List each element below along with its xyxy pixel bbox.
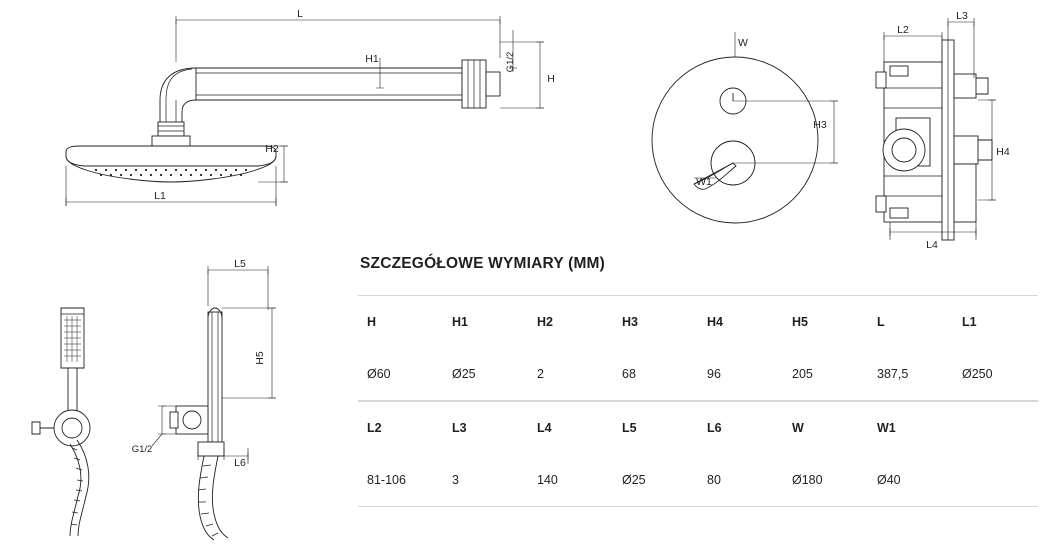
- label-H4: H4: [996, 146, 1010, 158]
- col-header: W1: [868, 402, 953, 455]
- label-H2: H2: [265, 143, 279, 155]
- col-header: L1: [953, 296, 1038, 349]
- cell-value: 96: [698, 348, 783, 401]
- label-L2: L2: [897, 24, 909, 36]
- cell-value: 68: [613, 348, 698, 401]
- label-G12-arm: G1/2: [505, 51, 516, 73]
- label-L6: L6: [234, 457, 246, 469]
- cell-value: 205: [783, 348, 868, 401]
- mixer-front-drawing: [652, 32, 838, 223]
- cell-value: Ø60: [358, 348, 443, 401]
- label-W1: W1: [696, 176, 712, 188]
- cell-value-empty: [953, 454, 1038, 507]
- cell-value: 81-106: [358, 454, 443, 507]
- label-L4: L4: [926, 239, 938, 251]
- hand-shower-drawing: [32, 308, 90, 536]
- col-header: L5: [613, 402, 698, 455]
- col-header: L2: [358, 402, 443, 455]
- cell-value: 3: [443, 454, 528, 507]
- cell-value: 80: [698, 454, 783, 507]
- dimensions-table-section: [358, 255, 1038, 507]
- dimensions-table-2: [358, 401, 1038, 507]
- col-header: L3: [443, 402, 528, 455]
- label-G12-outlet: G1/2: [131, 444, 153, 455]
- label-H5: H5: [254, 351, 266, 365]
- cell-value: Ø40: [868, 454, 953, 507]
- col-header-empty: [953, 402, 1038, 455]
- table-header-row: [358, 296, 1038, 349]
- col-header: H4: [698, 296, 783, 349]
- table-header-row: [358, 402, 1038, 455]
- cell-value: Ø25: [613, 454, 698, 507]
- cell-value: Ø250: [953, 348, 1038, 401]
- table-row: [358, 348, 1038, 401]
- label-H3: H3: [813, 119, 827, 131]
- col-header: W: [783, 402, 868, 455]
- label-W: W: [738, 37, 748, 49]
- cell-value: Ø25: [443, 348, 528, 401]
- wall-outlet-holder-drawing: [132, 258, 276, 540]
- col-header: H: [358, 296, 443, 349]
- col-header: L4: [528, 402, 613, 455]
- label-H: H: [547, 73, 555, 85]
- col-header: H3: [613, 296, 698, 349]
- label-L5: L5: [234, 258, 246, 270]
- cell-value: 2: [528, 348, 613, 401]
- label-H1: H1: [365, 53, 379, 65]
- label-L1: L1: [154, 190, 166, 202]
- col-header: H5: [783, 296, 868, 349]
- col-header: H2: [528, 296, 613, 349]
- col-header: H1: [443, 296, 528, 349]
- label-L: L: [297, 8, 303, 20]
- table-title: SZCZEGÓŁOWE WYMIARY (MM): [360, 255, 606, 272]
- table-row: [358, 454, 1038, 507]
- shower-arm-drawing: [66, 8, 555, 206]
- dimensions-table-1: [358, 295, 1038, 401]
- cell-value: 140: [528, 454, 613, 507]
- col-header: L6: [698, 402, 783, 455]
- mixer-body-drawing: [876, 10, 1010, 251]
- col-header: L: [868, 296, 953, 349]
- label-L3: L3: [956, 10, 968, 22]
- cell-value: Ø180: [783, 454, 868, 507]
- cell-value: 387,5: [868, 348, 953, 401]
